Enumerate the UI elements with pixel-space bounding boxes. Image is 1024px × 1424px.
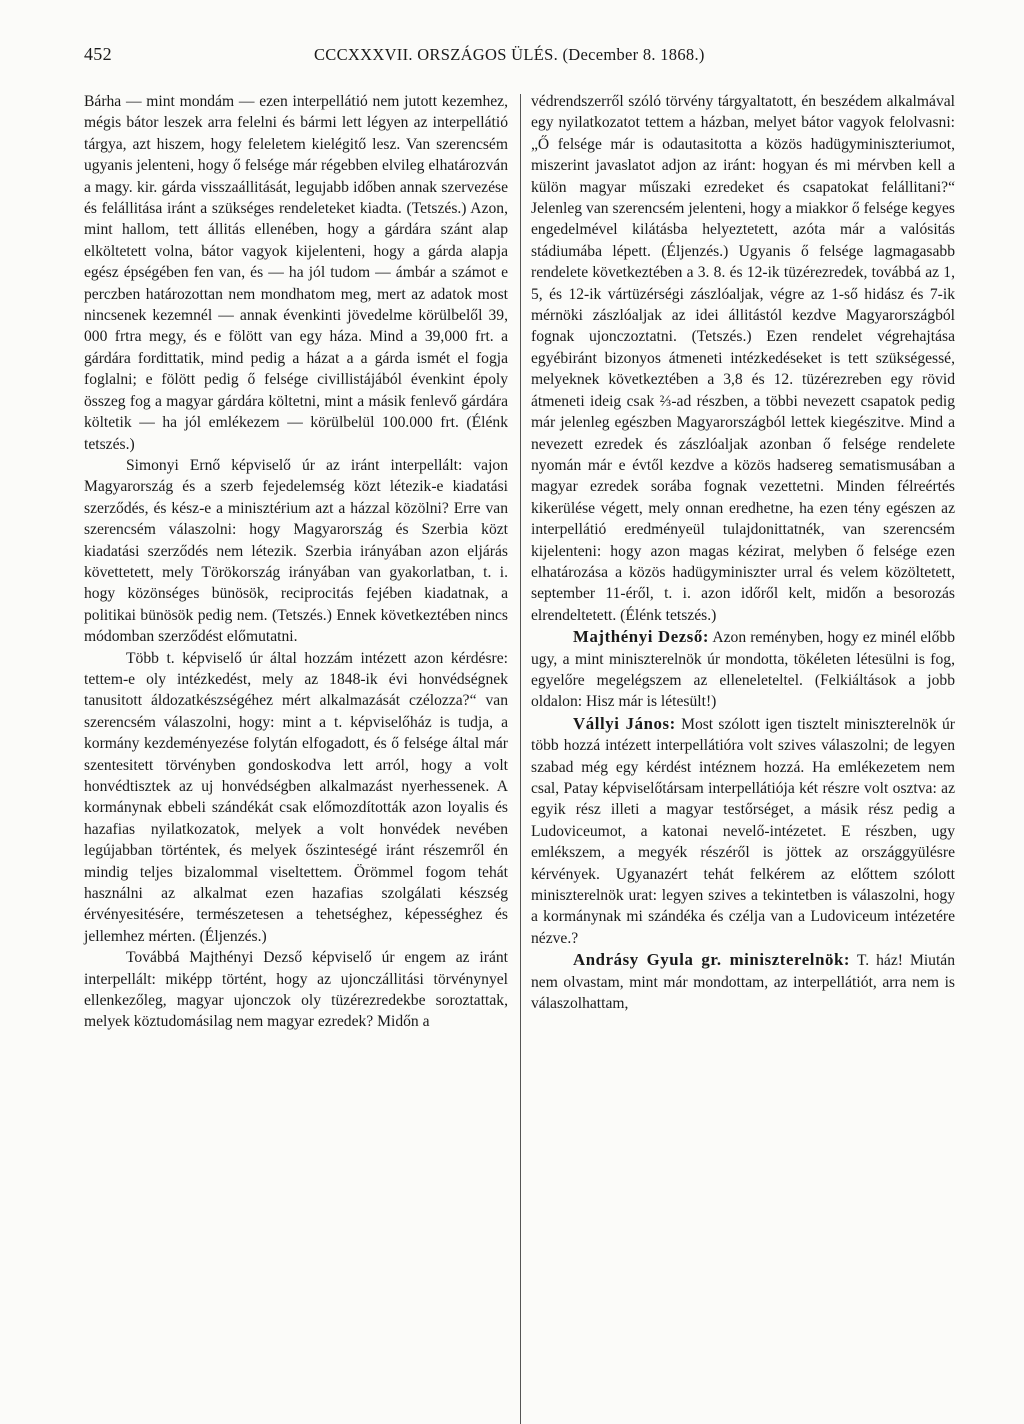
speech-paragraph (531, 626, 955, 713)
speech-paragraph (531, 713, 955, 949)
page-number: 452 (84, 44, 112, 64)
column-divider (520, 94, 521, 1424)
speech-text: T. ház! Miután nem olvastam, mint már mondottam, az interpellátiót, arra nem is válaszolhattam, (531, 952, 955, 1013)
paragraph: Simonyi Ernő képviselő úr az iránt interpellált: vajon Magyarország és a szerb fejedelemség közt létezik-e kiadatási szerződés, és kész-e a minisztérium azt a házzal közölni? Erre van szerencsém válaszolni: hogy Magyarország és Szerbia közt kiadatási szerződés nem létezik. Szerbia irányában azon eljárás követtetett, mely Törökország irányában van gyakorlatban, t. i. hogy közönséges bünösök, reciprocitás fejében kiadatnak, a politikai bünösök pedig nem. (Tetszés.) Ennek következtében nincs módomban szerződést előmutatni. (84, 456, 508, 646)
speech-paragraph (531, 949, 955, 1014)
paragraph: Továbbá Majthényi Dezső képviselő úr engem az iránt interpellált: miképp történt, hogy az ujonczállitási törvénynyel ellenkezőleg, magyar ujonczok oly tüzérezredekbe soroztattak, melyek köztudomásilag nem magyar ezredek? Midőn a (84, 949, 508, 1031)
paragraph: védrendszerről szóló törvény tárgyaltatott, én beszédem alkalmával egy nyilatkozatot tettem a házban, melyet bátor vagyok felolvasni: „Ő felsége már is odautasitotta a közös hadügyminiszteriumot, miszerint javaslatot adjon az iránt: hogyan és mi mérvben kell a külön magyar műszaki ezredeket és csapatokat felállitani?“ Jelenleg van szerencsém jelenteni, hogy a miakkor ő felsége kegyes engedelmével kilátásba helyeztetett, azóta már a valósitás stádiumába lépett. (Éljenzés.) Ugyanis ő felsége lagmagasabb rendelete következtében a 3. 8. és 12-ik tüzérezredek, továbbá az 1, 5, és 12-ik vártüzérségi zászlóaljak, végre az 1-ső hidász és 7-ik mérnöki zászlóaljak az idei állitástól kezdve Magyarországból fognak ujonczoztatni. (Tetszés.) Ezen rendelet végrehajtása egyébiránt bizonyos átmeneti intézkedéseket is tett szükségessé, melyeknek következtében a 3,8 és 12. tüzérezreben egy rövid átmeneti ideig csak ⅔-ad részben, a többi nevezett csapatok pedig már jelenleg egészben Magyarországból lettek kiegészitve. Mind a nevezett ezredek és zászlóaljak azonban ő felsége rendelete nyomán már e évtől kezdve a közös hadsereg sematismusában a magyar ezredek sorába fognak vezettetni. Minden félreértés kikerülése végett, mely onnan eredhetne, ha ezen tény egészen az interpellátió eredményeül tulajdonittatnék, van szerencsém kijelenteni: hogy azon magas kézirat, melyben ő felsége ezen elhatározása a közös hadügyminiszter urral és velem közöltetett, september 11-éről, t. i. azon időről kelt, midőn a besorozás elrendeltetett. (Élénk tetszés.) (531, 93, 955, 624)
right-column (531, 91, 955, 1014)
paragraph: Bárha — mint mondám — ezen interpellátió nem jutott kezemhez, mégis bátor leszek arra felelni és bármi lett légyen az interpellátió tárgya, azt hiszem, hogy feleletem kielégitő lesz. Van szerencsém ugyanis jelenteni, hogy ő felsége már régebben elvileg elhatározván a magy. kir. gárda visszaállitását, legujabb időben annak szervezése és felállitása iránt a szükséges rendeleteket kiadta. (Tetszés.) Azon, mint hallom, tett állitás ellenében, hogy a gárdára szánt alap elköltetett volna, bátor vagyok kijelenteni, hogy a gárda alapja egész épségében fen van, és — ha jól tudom — ámbár a számot e perczben határozottan nem mondhatom meg, mert az adatok most nincsenek kezemnél — annak évenkinti jövedelme körülbelől 39, 000 frtra megy, és e fölött van egy háza. Mind a 39,000 frt. a gárdára fordittatik, mind pedig a házat a a gárda ismét el fogja foglalni; e fölött pedig ő felsége civillistájából évenkint époly összeg fog a magyar gárdára költetni, mint a másik fenlevő gárdára költetik — ha jól emlékezem — körülbelül 100.000 frt. (Élénk tetszés.) (84, 93, 508, 453)
running-head: CCCXXXVII. ORSZÁGOS ÜLÉS. (December 8. 1868.) (314, 45, 705, 64)
speaker-name: Andrásy Gyula gr. miniszterelnök: (573, 950, 851, 970)
speaker-name: Majthényi Dezső: (573, 627, 710, 647)
page-header (84, 44, 956, 68)
paragraph: Több t. képviselő úr által hozzám intézett azon kérdésre: tettem-e oly intézkedést, mely az 1848-ik évi honvédségnek tanusitott áldozatkészségéhez mért alkalmazását czélozza?“ van szerencsém válaszolni, hogy: mint a t. képviselőház is tudja, a kormány kezdeményezése folytán elfogadott, és ő felsége által már szentesitett törvényben gondoskodva lett arról, hogy a volt honvédtisztek az uj honvédségben alkalmazást nyerhessenek. A kormánynak ebbeli szándékát csak előmozdították azon loyalis és hazafias nyilatkozatok, melyek a volt honvédek nevében legújabban történtek, és melyek őszinteségé iránt részemről én mindig teljes bizalommal viseltettem. Örömmel fogom tehát használni az alkalmat ezen hazafias szolgálati készség érvényesitésére, természetesen a tehetséghez, képességhez és jellemhez mérten. (Éljenzés.) (84, 649, 508, 945)
speech-text: Most szólott igen tisztelt miniszterelnök úr több hozzá intézett interpellátióra volt szives válaszolni; de legyen szabad még egy kérdést intéznem hozzá. Ha emlékezetem nem csal, Patay képviselőtársam interpellátiója két részre volt osztva: az egyik rész illeti a magyar testőrséget, a másik rész pedig a Ludoviceumot, a katonai nevelő-intézetet. E részben, ugy emlékszem, a megyék részéről is jöttek az országgyülésre kérvények. Ugyanazért tehát felkérem az előttem szólott miniszterelnök urat: legyen szives a tekintetben is válaszolni, hogy a kormánynak mi szándéka és czélja van a Ludoviceum intézetére nézve.? (531, 715, 955, 947)
left-column (84, 91, 508, 1033)
speaker-name: Vállyi János: (573, 713, 676, 733)
speech-text: Azon reményben, hogy ez minél előbb ugy, a mint miniszterelnök úr mondotta, tökéleten létesülni is fog, egyelőre megelégszem az elleneleteltel. (Felkiáltások a jobb oldalon: Hisz már is létesült!) (531, 629, 955, 711)
